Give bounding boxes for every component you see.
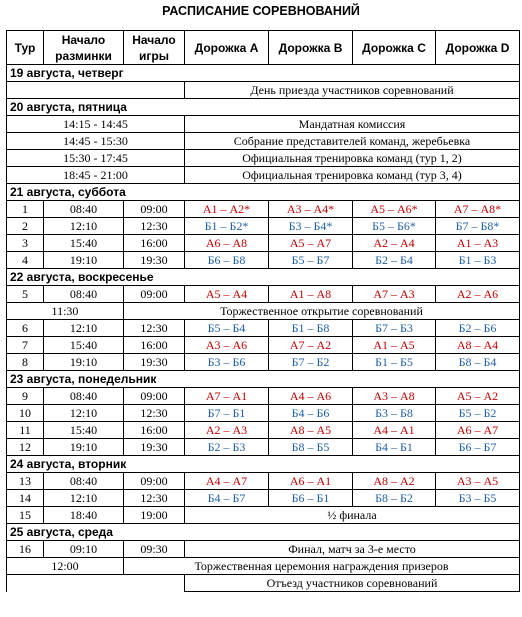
warmup-time: 15:40	[44, 422, 124, 439]
lane-d-match: А8 – А4	[436, 337, 520, 354]
game-time: 12:30	[124, 490, 185, 507]
lane-a-match: А6 – А8	[185, 235, 269, 252]
event-time	[7, 575, 185, 592]
table-row	[7, 303, 520, 320]
game-time: 09:00	[124, 388, 185, 405]
table-row	[7, 558, 520, 575]
game-time: 09:00	[124, 473, 185, 490]
tour-number: 4	[7, 252, 44, 269]
warmup-time: 19:10	[44, 252, 124, 269]
lane-b-match: А4 – А6	[269, 388, 353, 405]
tour-number: 6	[7, 320, 44, 337]
game-time: 19:30	[124, 354, 185, 371]
header-lane-b: Дорожка B	[269, 31, 353, 65]
warmup-time: 08:40	[44, 388, 124, 405]
table-row	[7, 354, 520, 371]
table-row	[7, 201, 520, 218]
tour-number: 5	[7, 286, 44, 303]
lane-c-match: А5 – А6*	[353, 201, 436, 218]
day-heading: 20 августа, пятница	[7, 99, 520, 116]
table-row	[7, 541, 520, 558]
table-row	[7, 422, 520, 439]
event-description: Торжественное открытие соревнований	[124, 303, 520, 320]
header-lane-a: Дорожка A	[185, 31, 269, 65]
lane-b-match: А6 – А1	[269, 473, 353, 490]
lane-a-match: Б7 – Б1	[185, 405, 269, 422]
lane-b-match: А3 – А4*	[269, 201, 353, 218]
lane-c-match: А2 – А4	[353, 235, 436, 252]
lane-b-match: Б3 – Б4*	[269, 218, 353, 235]
lane-c-match: А4 – А1	[353, 422, 436, 439]
event-description: Торжественная церемония награждения призеров	[124, 558, 520, 575]
table-row	[7, 456, 520, 473]
page-title: РАСПИСАНИЕ СОРЕВНОВАНИЙ	[162, 4, 360, 18]
event-description: Мандатная комиссия	[185, 116, 520, 133]
lane-a-match: А3 – А6	[185, 337, 269, 354]
lane-a-match: Б2 – Б3	[185, 439, 269, 456]
game-time: 12:30	[124, 405, 185, 422]
lane-b-match: Б6 – Б1	[269, 490, 353, 507]
day-heading: 22 августа, воскресенье	[7, 269, 520, 286]
lane-a-match: А7 – А1	[185, 388, 269, 405]
table-row	[7, 218, 520, 235]
lane-a-match: Б1 – Б2*	[185, 218, 269, 235]
header-lane-c: Дорожка C	[353, 31, 436, 65]
day-heading: 19 августа, четверг	[7, 65, 520, 82]
tour-number: 15	[7, 507, 44, 524]
game-time: 09:30	[124, 541, 185, 558]
tour-number: 9	[7, 388, 44, 405]
lane-a-match: А5 – А4	[185, 286, 269, 303]
warmup-time: 12:10	[44, 405, 124, 422]
lane-c-match: А3 – А8	[353, 388, 436, 405]
lane-d-match: Б3 – Б5	[436, 490, 520, 507]
game-time: 19:30	[124, 252, 185, 269]
lane-c-match: Б7 – Б3	[353, 320, 436, 337]
warmup-time: 19:10	[44, 354, 124, 371]
table-row	[7, 82, 520, 99]
lane-d-match: А6 – А7	[436, 422, 520, 439]
table-row	[7, 235, 520, 252]
table-row	[7, 184, 520, 201]
lane-a-match: А1 – А2*	[185, 201, 269, 218]
event-time	[7, 82, 185, 99]
warmup-time: 08:40	[44, 286, 124, 303]
warmup-time: 18:40	[44, 507, 124, 524]
header-lane-d: Дорожка D	[436, 31, 520, 65]
header-row	[7, 31, 520, 65]
lane-d-match: Б5 – Б2	[436, 405, 520, 422]
lane-a-match: Б6 – Б8	[185, 252, 269, 269]
event-description: Собрание представителей команд, жеребьевка	[185, 133, 520, 150]
lane-d-match: Б8 – Б4	[436, 354, 520, 371]
lane-c-match: А8 – А2	[353, 473, 436, 490]
lane-b-match: А8 – А5	[269, 422, 353, 439]
lane-c-match: Б2 – Б4	[353, 252, 436, 269]
lane-d-match: Б1 – Б3	[436, 252, 520, 269]
lane-b-match: Б7 – Б2	[269, 354, 353, 371]
lane-a-match: А4 – А7	[185, 473, 269, 490]
tour-number: 11	[7, 422, 44, 439]
day-heading: 24 августа, вторник	[7, 456, 520, 473]
event-time: 14:15 - 14:45	[7, 116, 185, 133]
lane-d-match: А3 – А5	[436, 473, 520, 490]
tour-number: 3	[7, 235, 44, 252]
tour-number: 2	[7, 218, 44, 235]
warmup-time: 15:40	[44, 235, 124, 252]
lane-c-match: Б8 – Б2	[353, 490, 436, 507]
table-row	[7, 388, 520, 405]
game-time: 19:00	[124, 507, 185, 524]
table-row	[7, 439, 520, 456]
event-time: 11:30	[7, 303, 124, 320]
lane-a-match: Б3 – Б6	[185, 354, 269, 371]
event-description: Официальная тренировка команд (тур 1, 2)	[185, 150, 520, 167]
lane-b-match: Б5 – Б7	[269, 252, 353, 269]
event-time: 18:45 - 21:00	[7, 167, 185, 184]
lane-c-match: Б5 – Б6*	[353, 218, 436, 235]
warmup-time: 08:40	[44, 473, 124, 490]
game-time: 12:30	[124, 320, 185, 337]
table-row	[7, 65, 520, 82]
lane-b-match: Б4 – Б6	[269, 405, 353, 422]
table-row	[7, 371, 520, 388]
event-description: День приезда участников соревнований	[185, 82, 520, 99]
table-row	[7, 337, 520, 354]
lane-a-match: Б4 – Б7	[185, 490, 269, 507]
lane-d-match: Б7 – Б8*	[436, 218, 520, 235]
event-time: 14:45 - 15:30	[7, 133, 185, 150]
lane-c-match: Б1 – Б5	[353, 354, 436, 371]
game-time: 09:00	[124, 286, 185, 303]
lane-c-match: Б4 – Б1	[353, 439, 436, 456]
schedule-table	[6, 30, 520, 592]
lane-b-match: А7 – А2	[269, 337, 353, 354]
lane-a-match: Б5 – Б4	[185, 320, 269, 337]
game-time: 12:30	[124, 218, 185, 235]
lane-b-match: А5 – А7	[269, 235, 353, 252]
lane-c-match: Б3 – Б8	[353, 405, 436, 422]
table-row	[7, 252, 520, 269]
table-row	[7, 473, 520, 490]
lane-d-match: А2 – А6	[436, 286, 520, 303]
warmup-time: 08:40	[44, 201, 124, 218]
day-heading: 21 августа, суббота	[7, 184, 520, 201]
event-time: 12:00	[7, 558, 124, 575]
table-row	[7, 524, 520, 541]
lane-d-match: А1 – А3	[436, 235, 520, 252]
event-description: Официальная тренировка команд (тур 3, 4)	[185, 167, 520, 184]
tour-number: 13	[7, 473, 44, 490]
tour-number: 7	[7, 337, 44, 354]
lane-b-match: Б8 – Б5	[269, 439, 353, 456]
lane-a-match: А2 – А3	[185, 422, 269, 439]
header-start: Начало игры	[124, 31, 185, 65]
day-heading: 23 августа, понедельник	[7, 371, 520, 388]
warmup-time: 12:10	[44, 218, 124, 235]
tour-number: 1	[7, 201, 44, 218]
table-row	[7, 167, 520, 184]
table-row	[7, 116, 520, 133]
table-row	[7, 575, 520, 592]
tour-number: 12	[7, 439, 44, 456]
stage-description: Финал, матч за 3-е место	[185, 541, 520, 558]
tour-number: 16	[7, 541, 44, 558]
header-tour: Тур	[7, 31, 44, 65]
lane-c-match: А7 – А3	[353, 286, 436, 303]
lane-d-match: А7 – А8*	[436, 201, 520, 218]
game-time: 16:00	[124, 337, 185, 354]
table-row	[7, 507, 520, 524]
warmup-time: 19:10	[44, 439, 124, 456]
game-time: 09:00	[124, 201, 185, 218]
lane-b-match: А1 – А8	[269, 286, 353, 303]
game-time: 16:00	[124, 235, 185, 252]
table-row	[7, 320, 520, 337]
day-heading: 25 августа, среда	[7, 524, 520, 541]
lane-c-match: А1 – А5	[353, 337, 436, 354]
table-row	[7, 286, 520, 303]
table-row	[7, 133, 520, 150]
lane-d-match: Б6 – Б7	[436, 439, 520, 456]
tour-number: 8	[7, 354, 44, 371]
event-time: 15:30 - 17:45	[7, 150, 185, 167]
event-description: Отъезд участников соревнований	[185, 575, 520, 592]
warmup-time: 15:40	[44, 337, 124, 354]
warmup-time: 09:10	[44, 541, 124, 558]
warmup-time: 12:10	[44, 490, 124, 507]
table-row	[7, 490, 520, 507]
table-row	[7, 269, 520, 286]
header-warmup: Начало разминки	[44, 31, 124, 65]
lane-d-match: А5 – А2	[436, 388, 520, 405]
stage-description: ½ финала	[185, 507, 520, 524]
table-row	[7, 99, 520, 116]
lane-d-match: Б2 – Б6	[436, 320, 520, 337]
table-row	[7, 405, 520, 422]
tour-number: 14	[7, 490, 44, 507]
game-time: 16:00	[124, 422, 185, 439]
tour-number: 10	[7, 405, 44, 422]
warmup-time: 12:10	[44, 320, 124, 337]
lane-b-match: Б1 – Б8	[269, 320, 353, 337]
table-row	[7, 150, 520, 167]
game-time: 19:30	[124, 439, 185, 456]
